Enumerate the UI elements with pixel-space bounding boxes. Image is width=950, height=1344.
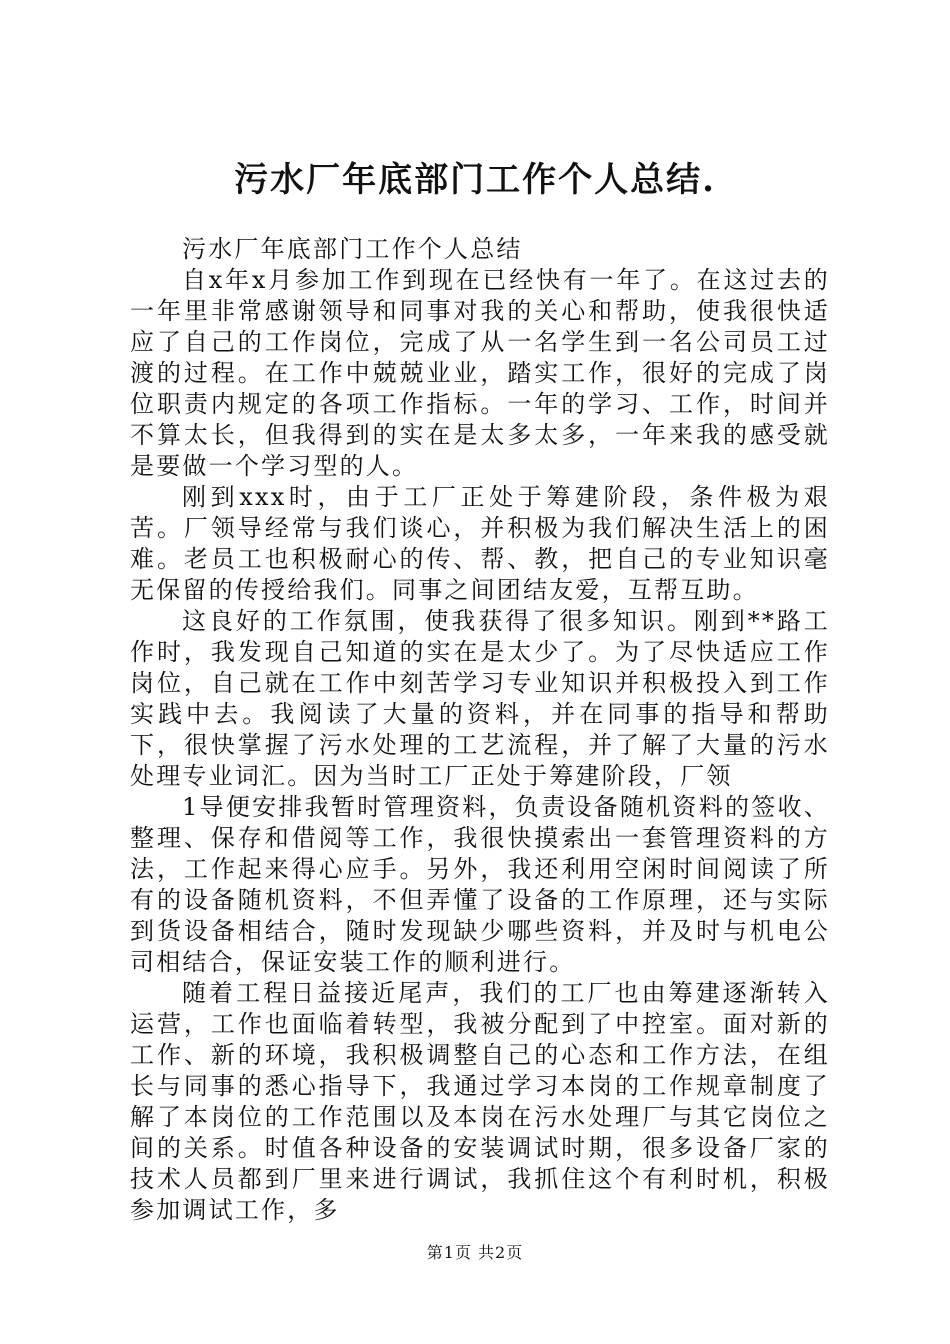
paragraph-subtitle: 污水厂年底部门工作个人总结: [182, 235, 523, 263]
paragraph: 1导便安排我暂时管理资料，负责设备随机资料的签收、整理、保存和借阅等工作，我很快摸索出一套管理资料的方法，工作起来得心应手。另外，我还利用空闲时间阅读了所有的设备随机资料，不但弄懂了设备的工作原理，还与实际到货设备相结合，随时发现缺少哪些资料，并及时与机电公司相结合，保证安装工作的顺利进行。: [130, 793, 830, 976]
document-body: [130, 234, 830, 1226]
document-title: 污水厂年底部门工作个人总结.: [234, 160, 716, 200]
paragraph: 这良好的工作氛围，使我获得了很多知识。刚到**路工作时，我发现自己知道的实在是太少了。为了尽快适应工作岗位，自己就在工作中刻苦学习专业知识并积极投入到工作实践中去。我阅读了大量的资料，并在同事的指导和帮助下，很快掌握了污水处理的工艺流程，并了解了大量的污水处理专业词汇。因为当时工厂正处于筹建阶段，厂领: [130, 607, 830, 790]
page-footer: 第1页 共2页: [426, 1243, 524, 1262]
paragraph: 随着工程日益接近尾声，我们的工厂也由筹建逐渐转入运营，工作也面临着转型，我被分配到了中控室。面对新的工作、新的环境，我积极调整自己的心态和工作方法，在组长与同事的悉心指导下，我通过学习本岗的工作规章制度了解了本岗位的工作范围以及本岗在污水处理厂与其它岗位之间的关系。时值各种设备的安装调试时期，很多设备厂家的技术人员都到厂里来进行调试，我抓住这个有利时机，积极参加调试工作，多: [130, 979, 830, 1224]
paragraph: 刚到xxx时，由于工厂正处于筹建阶段，条件极为艰苦。厂领导经常与我们谈心，并积极为我们解决生活上的困难。老员工也积极耐心的传、帮、教，把自己的专业知识毫无保留的传授给我们。同事之间团结友爱，互帮互助。: [130, 483, 830, 604]
paragraph: 自x年x月参加工作到现在已经快有一年了。在这过去的一年里非常感谢领导和同事对我的关心和帮助，使我很快适应了自己的工作岗位，完成了从一名学生到一名公司员工过渡的过程。在工作中兢兢业业，踏实工作，很好的完成了岗位职责内规定的各项工作指标。一年的学习、工作，时间并不算太长，但我得到的实在是太多太多，一年来我的感受就是要做一个学习型的人。: [130, 266, 830, 480]
